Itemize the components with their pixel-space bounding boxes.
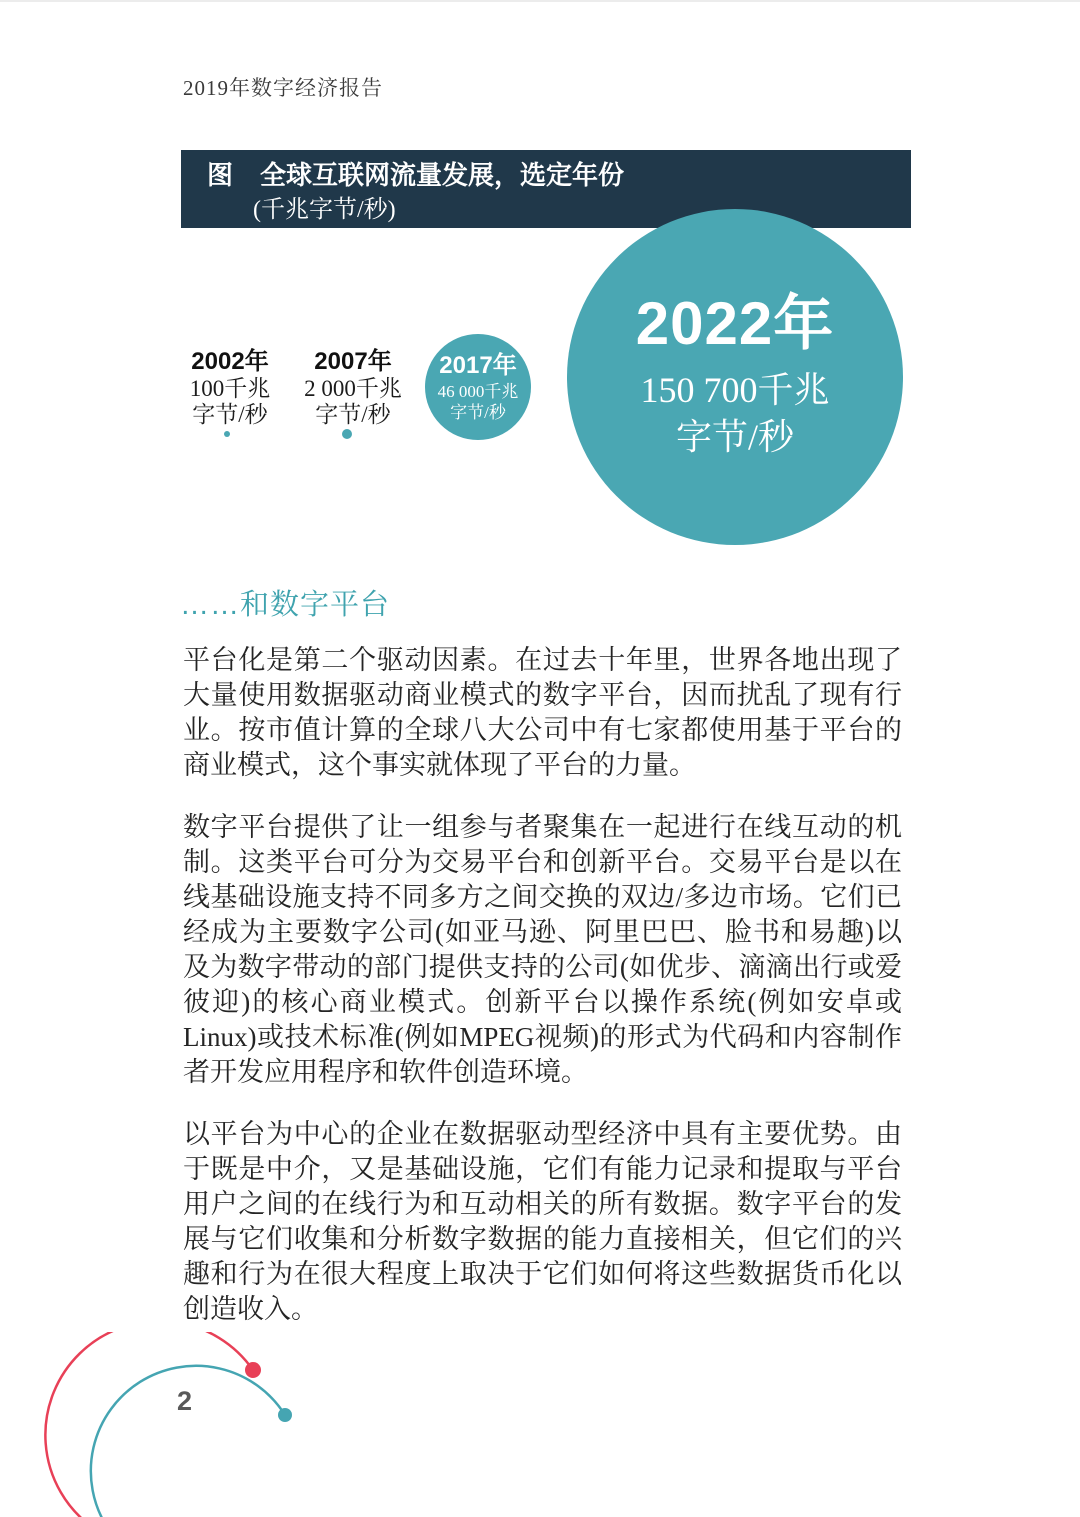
page-number: 2 bbox=[177, 1386, 193, 1416]
data-point-2002-year: 2002年 bbox=[191, 348, 269, 375]
paragraph-1: 平台化是第二个驱动因素。在过去十年里，世界各地出现了大量使用数据驱动商业模式的数字平台，因而扰乱了现有行业。按市值计算的全球八大公司中有七家都使用基于平台的商业模式，这个事实就体现了平台的力量。 bbox=[183, 645, 902, 780]
bubble-2017-value: 46 000千兆 bbox=[437, 381, 519, 401]
body-text bbox=[183, 643, 902, 1354]
red-arc-dot bbox=[245, 1362, 261, 1378]
data-point-2002 bbox=[182, 348, 278, 428]
teal-arc-dot bbox=[278, 1408, 292, 1422]
traffic-dot-2007 bbox=[342, 429, 352, 439]
bubble-2022-unit: 字节/秒 bbox=[675, 417, 794, 457]
traffic-dot-2002 bbox=[224, 431, 230, 437]
bubble-2017-unit: 字节/秒 bbox=[450, 402, 506, 422]
data-point-2007 bbox=[303, 348, 403, 428]
bubble-2022-year: 2022年 bbox=[635, 290, 835, 357]
figure-title: 全球互联网流量发展，选定年份 bbox=[260, 160, 625, 190]
red-arc bbox=[45, 1332, 253, 1517]
paragraph-2: 数字平台提供了让一组参与者聚集在一起进行在线互动的机制。这类平台可分为交易平台和创新平台。交易平台是以在线基础设施支持不同多方之间交换的双边/多边市场。它们已经成为主要数字公司(如亚马逊、阿里巴巴、脸书和易趣)以及为数字带动的部门提供支持的公司(如优步、滴滴出行或爱彼迎)的核心商业模式。创新平台以操作系统(例如安卓或Linux)或技术标准(例如MPEG视频)的形式为代码和内容制作者开发应用程序和软件创造环境。 bbox=[183, 812, 902, 1087]
document-header: 2019年数字经济报告 bbox=[183, 76, 383, 100]
paragraph-3: 以平台为中心的企业在数据驱动型经济中具有主要优势。由于既是中介，又是基础设施，它们有能力记录和提取与平台用户之间的在线行为和互动相关的所有数据。数字平台的发展与它们收集和分析数字数据的能力直接相关，但它们的兴趣和行为在很大程度上取决于它们如何将这些数据货币化以创造收入。 bbox=[183, 1119, 902, 1324]
figure-title-line bbox=[181, 150, 911, 191]
figure-label: 图 bbox=[207, 160, 234, 190]
data-point-2002-value: 100千兆 bbox=[189, 376, 271, 401]
figure-unit: (千兆字节/秒) bbox=[253, 197, 396, 223]
data-point-2007-year: 2007年 bbox=[314, 348, 392, 375]
bubble-2017-year: 2017年 bbox=[439, 351, 517, 379]
data-point-2007-unit: 字节/秒 bbox=[315, 402, 391, 427]
bubble-2017 bbox=[425, 334, 531, 440]
bubble-2022-value: 150 700千兆 bbox=[640, 370, 830, 410]
data-point-2002-unit: 字节/秒 bbox=[192, 402, 268, 427]
figure-title-bar bbox=[181, 150, 911, 228]
page-corner-decoration bbox=[0, 1332, 330, 1517]
bubble-2022 bbox=[567, 209, 903, 545]
data-point-2007-value: 2 000千兆 bbox=[304, 376, 402, 401]
section-heading: ……和数字平台 bbox=[180, 589, 391, 621]
